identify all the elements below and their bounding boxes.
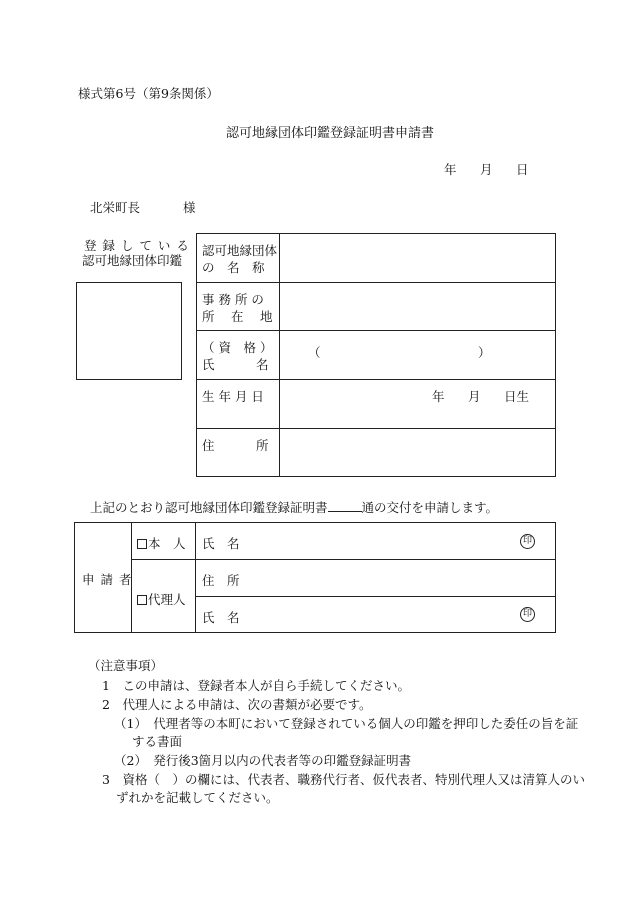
date-month-label: 月 <box>480 162 493 177</box>
office-label-1: 事 務 所 の <box>202 292 264 307</box>
group-name-label-1: 認可地縁団体 <box>202 243 278 258</box>
note-1: 1 この申請は、登録者本人が自ら手続してください。 <box>102 678 410 693</box>
qualification-label-1: （ 資 格 ） <box>202 340 273 355</box>
birth-year-label: 年 <box>432 389 445 404</box>
seal-label-line1: 登 録 し て い る <box>84 238 190 253</box>
agent-option[interactable] <box>137 590 186 608</box>
group-name-label-2: の 名 称 <box>202 260 265 275</box>
address-label: 住 所 <box>202 438 269 453</box>
qualification-close-paren: ） <box>478 345 491 360</box>
addressee-name: 北栄町長 <box>90 200 141 215</box>
birthdate-label: 生 年 月 日 <box>202 389 264 404</box>
self-label: 本 人 <box>148 536 186 551</box>
agent-label: 代理人 <box>148 592 186 607</box>
note-2: 2 代理人による申請は、次の書類が必要です。 <box>102 697 372 712</box>
self-name-field[interactable] <box>240 526 510 556</box>
birthdate-field[interactable] <box>280 380 555 427</box>
applicant-label: 申 請 者 <box>82 572 133 587</box>
note-3-line1: 3 資格（ ）の欄には、代表者、職務代行者、仮代表者、特別代理人又は清算人のい <box>102 772 585 787</box>
agent-address-field[interactable] <box>240 562 550 593</box>
birth-month-label: 月 <box>468 389 481 404</box>
qualification-label-2: 氏 名 <box>202 357 269 372</box>
office-address-field[interactable] <box>280 283 555 329</box>
form-number: 様式第6号（第9条関係） <box>78 86 219 101</box>
request-sentence <box>90 498 498 516</box>
applicant-row-line <box>195 596 556 597</box>
office-label-2: 所 在 地 <box>202 309 273 324</box>
self-checkbox[interactable] <box>137 539 147 549</box>
group-name-field[interactable] <box>280 234 555 281</box>
seal-mark-icon: 印 <box>520 607 535 622</box>
request-text-after: 通の交付を申請します。 <box>361 500 499 515</box>
birth-day-label: 日生 <box>504 389 530 404</box>
agent-checkbox[interactable] <box>137 595 147 605</box>
seal-mark-icon: 印 <box>520 534 535 549</box>
date-year-label: 年 <box>444 162 457 177</box>
address-field[interactable] <box>280 429 555 476</box>
applicant-row-line <box>131 559 556 560</box>
date-day-label: 日 <box>516 162 529 177</box>
self-name-label: 氏 名 <box>202 536 240 551</box>
self-option[interactable] <box>137 534 186 552</box>
seal-label-line2: 認可地縁団体印鑑 <box>82 253 183 268</box>
agent-name-field[interactable] <box>240 599 510 630</box>
page-title: 認可地縁団体印鑑登録証明書申請書 <box>226 126 435 141</box>
copies-count-field[interactable] <box>328 500 362 512</box>
note-2b: （2） 発行後3箇月以内の代表者等の印鑑登録証明書 <box>114 753 412 768</box>
agent-address-label: 住 所 <box>202 573 240 588</box>
qualification-open-paren: （ <box>308 345 321 360</box>
addressee-honorific: 様 <box>183 200 196 215</box>
applicant-divider <box>195 522 196 633</box>
notes-heading: （注意事項） <box>88 658 164 673</box>
request-text-before: 上記のとおり認可地縁団体印鑑登録証明書 <box>90 500 328 515</box>
note-3-line2: ずれかを記載してください。 <box>116 790 279 805</box>
seal-impression-box[interactable] <box>76 282 182 380</box>
note-2a-line1: （1） 代理者等の本町において登録されている個人の印鑑を押印した委任の旨を証 <box>114 716 579 731</box>
representative-name-field[interactable] <box>280 331 555 378</box>
note-2a-line2: する書面 <box>132 734 183 749</box>
agent-name-label: 氏 名 <box>202 610 240 625</box>
